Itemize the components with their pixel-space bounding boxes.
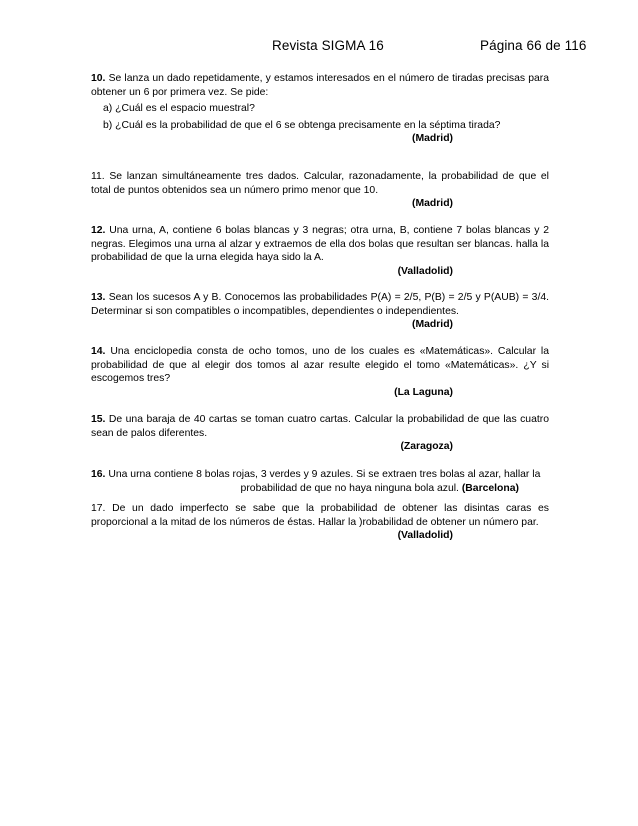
problem-text: Una urna contiene 8 bolas rojas, 3 verdes y 9 azules. Si se extraen tres bolas al azar, hallar la bbox=[105, 469, 541, 480]
problem-source: (Zaragoza) bbox=[400, 441, 453, 453]
problem-14 bbox=[91, 345, 549, 399]
problem-number: 12. bbox=[91, 225, 106, 236]
problem-source: (La Laguna) bbox=[394, 386, 453, 398]
problem-source: (Valladolid) bbox=[397, 265, 453, 277]
problem-15 bbox=[91, 413, 549, 454]
problem-11 bbox=[91, 170, 549, 211]
problem-text: Una enciclopedia consta de ocho tomos, uno de los cuales es «Matemáticas». Calcular la probabilidad de que al elegir dos tomos al azar resulte elegido el tomo «Matemáticas». ¿Y si escogemos tres? bbox=[91, 346, 549, 385]
problem-number: 15. bbox=[91, 414, 106, 425]
problem-text: De un dado imperfecto se sabe que la probabilidad de obtener las disintas caras es proporcional a la mitad de los números de éstas. Hallar la )robabilidad de obtener un número par. bbox=[91, 503, 549, 528]
problem-number: 13. bbox=[91, 292, 106, 303]
problem-12 bbox=[91, 224, 549, 278]
problem-item-a: a) ¿Cuál es el espacio muestral? bbox=[103, 103, 255, 115]
problem-text: Se lanza un dado repetidamente, y estamos interesados en el número de tiradas precisas para obtener un 6 por primera vez. Se pide: bbox=[91, 73, 549, 98]
problem-number: 14. bbox=[91, 346, 106, 357]
problem-number: 17. bbox=[91, 503, 106, 514]
problem-source: (Barcelona) bbox=[461, 482, 519, 494]
problem-number: 10. bbox=[91, 73, 106, 84]
problem-source: (Madrid) bbox=[412, 133, 453, 145]
problem-number: 11. bbox=[91, 171, 105, 182]
problem-17 bbox=[91, 502, 549, 543]
problem-text: Una urna, A, contiene 6 bolas blancas y 3 negras; otra urna, B, contiene 7 bolas blancas y 2 negras. Elegimos una urna al alzar y extraemos de ella dos bolas que resultan ser blancas. halla la probabilidad de que la urna elegida haya sido la A. bbox=[91, 225, 549, 264]
header-title: Revista SIGMA 16 bbox=[272, 38, 384, 53]
header-page-number: Página 66 de 116 bbox=[480, 38, 587, 53]
problem-13 bbox=[91, 291, 549, 332]
problem-text: Se lanzan simultáneamente tres dados. Calcular, razonadamente, la probabilidad de que el total de puntos obtenidos sea un número primo menor que 10. bbox=[91, 171, 549, 196]
problem-source: (Valladolid) bbox=[397, 530, 453, 542]
problem-source: (Madrid) bbox=[412, 319, 453, 331]
problem-source: (Madrid) bbox=[412, 198, 453, 210]
problem-text: De una baraja de 40 cartas se toman cuatro cartas. Calcular la probabilidad de que las cuatro sean de palos diferentes. bbox=[91, 414, 549, 439]
problem-text-continued: probabilidad de que no haya ninguna bola azul. bbox=[240, 482, 459, 494]
problem-10 bbox=[91, 72, 549, 146]
problem-text: Sean los sucesos A y B. Conocemos las probabilidades P(A) = 2/5, P(B) = 2/5 y P(AUB) = 3/4. Determinar si son compatibles o incompatibles, dependientes o independientes. bbox=[91, 292, 549, 317]
problem-item-b: b) ¿Cuál es la probabilidad de que el 6 se obtenga precisamente en la séptima tirada? bbox=[103, 119, 501, 131]
problem-16 bbox=[91, 468, 549, 495]
problem-number: 16. bbox=[91, 469, 106, 480]
